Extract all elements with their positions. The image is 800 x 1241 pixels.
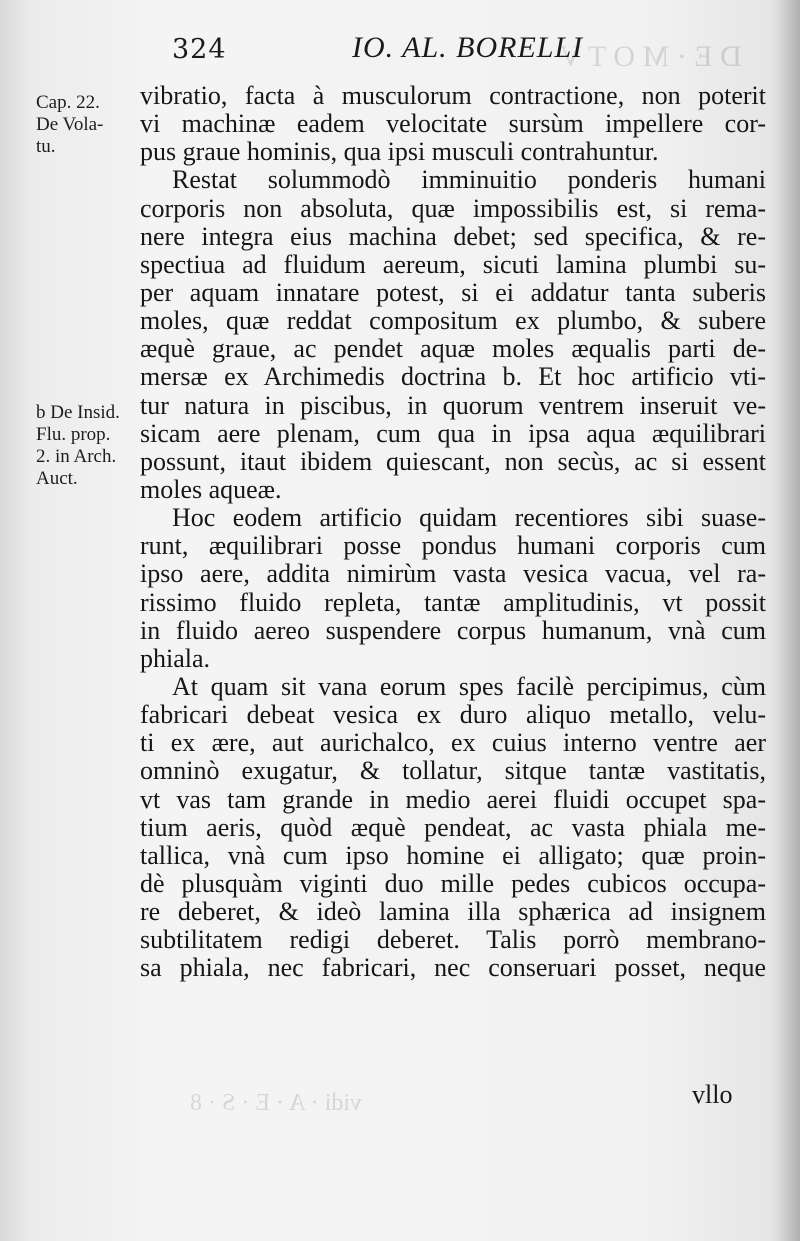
show-through-text: D E · M O T V xyxy=(560,40,742,73)
text-line: nere integra eius machina debet; sed specifica, & re- xyxy=(140,221,766,251)
paragraph xyxy=(140,82,766,166)
text-line: fabricari debeat vesica ex duro aliquo metallo, velu- xyxy=(140,700,766,730)
show-through-text: vidi · A · E · S · 8 xyxy=(190,1090,362,1116)
text-line: æquè graue, ac pendet aquæ moles æqualis parti de- xyxy=(140,334,766,364)
text-line: sa phiala, nec fabricari, nec conseruari posset, neque xyxy=(140,953,766,983)
margin-note-line: De Vola- xyxy=(36,114,104,135)
text-line: runt, æquilibrari posse pondus humani corporis cum xyxy=(140,531,766,561)
text-line: Hoc eodem artificio quidam recentiores sibi suase- xyxy=(172,503,766,533)
paragraph xyxy=(140,504,766,673)
page-number: 324 xyxy=(172,34,227,65)
text-line: dè plusquàm viginti duo mille pedes cubicos occupa- xyxy=(140,868,766,898)
text-line: mersæ ex Archimedis doctrina b. Et hoc artificio vti- xyxy=(140,362,766,392)
text-line: moles aqueæ. xyxy=(140,474,282,504)
text-line: spectiua ad fluidum aereum, sicuti lamina plumbi su- xyxy=(140,249,766,279)
margin-note-line: 2. in Arch. xyxy=(36,446,117,467)
text-line: tium aeris, quòd æquè pendeat, ac vasta phiala me- xyxy=(140,812,766,842)
text-line: tur natura in piscibus, in quorum ventrem inseruit ve- xyxy=(140,390,766,420)
text-line: possunt, itaut ibidem quiescant, non secùs, ac si essent xyxy=(140,446,766,476)
margin-note-line: b De Insid. xyxy=(36,402,120,423)
catchword: vllo xyxy=(692,1080,733,1109)
running-head: IO. AL. BORELLI xyxy=(352,31,584,64)
body-text xyxy=(140,82,766,983)
text-line: in fluido aereo suspendere corpus humanum, vnà cum xyxy=(140,615,766,645)
text-line: At quam sit vana eorum spes facilè percipimus, cùm xyxy=(172,671,766,701)
text-line: ipso aere, addita nimirùm vasta vesica vacua, vel ra- xyxy=(140,559,766,589)
text-line: subtilitatem redigi deberet. Talis porrò membrano- xyxy=(140,925,766,955)
text-line: ti ex ære, aut aurichalco, ex cuius interno ventre aer xyxy=(140,728,766,758)
text-line: vi machinæ eadem velocitate sursùm impellere cor- xyxy=(140,109,766,139)
margin-note-line: tu. xyxy=(36,136,56,157)
margin-note-line: Auct. xyxy=(36,468,78,489)
text-line: sicam aere plenam, cum qua in ipsa aqua æquilibrari xyxy=(140,418,766,448)
paragraph xyxy=(140,673,766,983)
text-line: pus graue hominis, qua ipsi musculi contrahuntur. xyxy=(140,137,659,167)
paragraph xyxy=(140,166,766,504)
text-line: tallica, vnà cum ipso homine ei alligato; quæ proin- xyxy=(140,840,766,870)
margin-note-citation xyxy=(36,402,120,490)
text-line: vibratio, facta à musculorum contractione, non poterit xyxy=(140,81,766,110)
text-line: corporis non absoluta, quæ impossibilis est, si rema- xyxy=(140,193,766,223)
text-line: moles, quæ reddat compositum ex plumbo, & subere xyxy=(140,306,766,336)
margin-note-line: Cap. 22. xyxy=(36,92,100,113)
text-line: rissimo fluido repleta, tantæ amplitudinis, vt possit xyxy=(140,587,766,617)
text-line: phiala. xyxy=(140,643,211,673)
text-line: Restat solummodò imminuitio ponderis humani xyxy=(172,165,766,195)
margin-note-chapter xyxy=(36,92,103,158)
margin-note-line: Flu. prop. xyxy=(36,424,111,445)
text-line: re deberet, & ideò lamina illa sphærica ad insignem xyxy=(140,897,766,927)
text-line: omninò exugatur, & tollatur, sitque tantæ vastitatis, xyxy=(140,756,766,786)
text-line: vt vas tam grande in medio aerei fluidi occupet spa- xyxy=(140,784,766,814)
text-line: per aquam innatare potest, si ei addatur tanta suberis xyxy=(140,277,766,307)
